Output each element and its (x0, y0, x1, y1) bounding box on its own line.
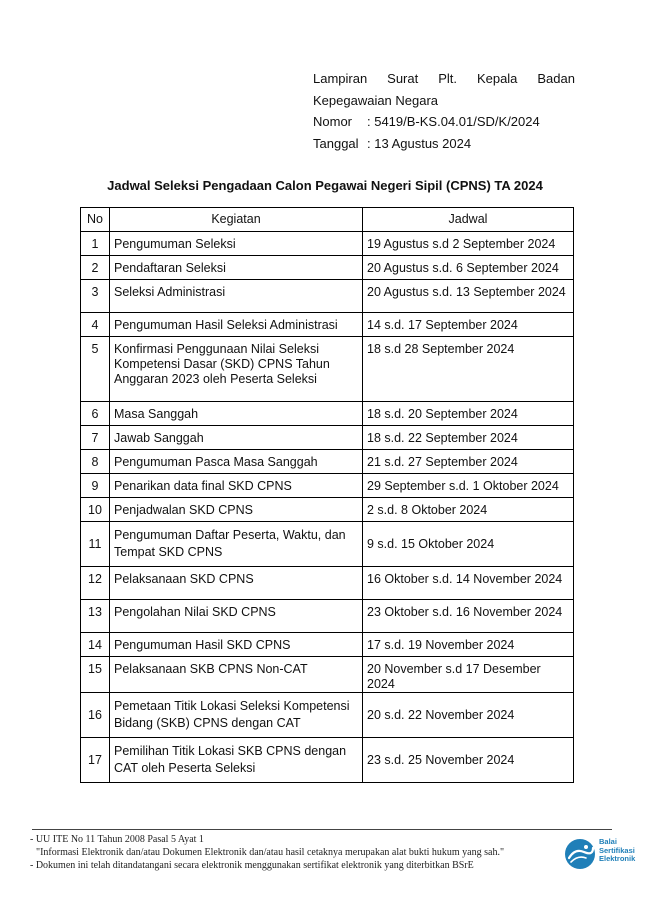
footer-line: - UU ITE No 11 Tahun 2008 Pasal 5 Ayat 1 (30, 834, 204, 845)
logo-line: Elektronik (599, 854, 636, 863)
document-title: Jadwal Seleksi Pengadaan Calon Pegawai Negeri Sipil (CPNS) TA 2024 (107, 178, 543, 193)
table-row (81, 450, 574, 474)
footer-line: "Informasi Elektronik dan/atau Dokumen Elektronik dan/atau hasil cetaknya merupakan alat bukti hukum yang sah." (36, 847, 505, 858)
nomor-label: Nomor (313, 114, 353, 129)
table-row (81, 738, 574, 783)
letter-header (313, 68, 575, 154)
cell-no: 12 (81, 567, 110, 600)
cell-jadwal: 20 s.d. 22 November 2024 (363, 693, 574, 738)
header-line-nomor (313, 111, 575, 133)
cell-no: 9 (81, 474, 110, 498)
header-kegiatan: Kegiatan (110, 208, 363, 232)
cell-kegiatan: Pengumuman Hasil SKD CPNS (110, 633, 363, 657)
cell-jadwal: 21 s.d. 27 September 2024 (363, 450, 574, 474)
header-word: Plt. (438, 71, 457, 86)
tanggal-value: : 13 Agustus 2024 (367, 135, 472, 151)
table-row (81, 280, 574, 313)
cell-kegiatan: Pengumuman Daftar Peserta, Waktu, dan Tempat SKD CPNS (110, 522, 363, 567)
cell-jadwal: 20 November s.d 17 Desember 2024 (363, 657, 574, 693)
logo-line: Balai (599, 837, 617, 846)
cell-kegiatan: Seleksi Administrasi (110, 280, 363, 313)
cell-kegiatan: Pelaksanaan SKB CPNS Non-CAT (110, 657, 363, 693)
table-row (81, 567, 574, 600)
cell-no: 7 (81, 426, 110, 450)
cell-jadwal: 18 s.d 28 September 2024 (363, 337, 574, 402)
cell-kegiatan: Jawab Sanggah (110, 426, 363, 450)
cell-kegiatan: Pengumuman Hasil Seleksi Administrasi (110, 313, 363, 337)
cell-jadwal: 23 Oktober s.d. 16 November 2024 (363, 600, 574, 633)
cell-jadwal: 17 s.d. 19 November 2024 (363, 633, 574, 657)
table-row (81, 633, 574, 657)
cell-kegiatan: Pengolahan Nilai SKD CPNS (110, 600, 363, 633)
footer-divider (32, 829, 612, 830)
cell-kegiatan: Pendaftaran Seleksi (110, 256, 363, 280)
table-row (81, 522, 574, 567)
cell-no: 6 (81, 402, 110, 426)
cell-no: 14 (81, 633, 110, 657)
cell-jadwal: 2 s.d. 8 Oktober 2024 (363, 498, 574, 522)
header-line-lampiran (313, 68, 575, 90)
header-word: Kepala (476, 71, 518, 86)
cell-kegiatan: Konfirmasi Penggunaan Nilai Seleksi Kompetensi Dasar (SKD) CPNS Tahun Anggaran 2023 oleh Peserta Seleksi (110, 337, 363, 402)
cell-no: 15 (81, 657, 110, 693)
cell-no: 16 (81, 693, 110, 738)
cell-kegiatan: Pengumuman Seleksi (110, 232, 363, 256)
cell-jadwal: 9 s.d. 15 Oktober 2024 (363, 522, 574, 567)
cell-no: 2 (81, 256, 110, 280)
cell-no: 11 (81, 522, 110, 567)
cell-kegiatan: Pengumuman Pasca Masa Sanggah (110, 450, 363, 474)
footer-legal-notice (30, 833, 550, 872)
cell-jadwal: 20 Agustus s.d. 13 September 2024 (363, 280, 574, 313)
cell-no: 1 (81, 232, 110, 256)
cell-jadwal: 19 Agustus s.d 2 September 2024 (363, 232, 574, 256)
cell-no: 3 (81, 280, 110, 313)
header-line-tanggal (313, 133, 575, 155)
schedule-table (80, 207, 574, 783)
cell-jadwal: 20 Agustus s.d. 6 September 2024 (363, 256, 574, 280)
logo-line: Sertifikasi (599, 845, 635, 855)
table-row (81, 337, 574, 402)
header-jadwal: Jadwal (363, 208, 574, 232)
cell-jadwal: 18 s.d. 20 September 2024 (363, 402, 574, 426)
header-word: Surat (387, 71, 419, 86)
cell-jadwal: 14 s.d. 17 September 2024 (363, 313, 574, 337)
cell-jadwal: 18 s.d. 22 September 2024 (363, 426, 574, 450)
cell-no: 10 (81, 498, 110, 522)
table-row (81, 232, 574, 256)
table-row (81, 256, 574, 280)
cell-kegiatan: Pemilihan Titik Lokasi SKB CPNS dengan CAT oleh Peserta Seleksi (110, 738, 363, 783)
table-row (81, 657, 574, 693)
cell-no: 13 (81, 600, 110, 633)
bsre-logo-text (599, 838, 635, 864)
cell-jadwal: 29 September s.d. 1 Oktober 2024 (363, 474, 574, 498)
header-word: Lampiran (313, 71, 368, 86)
cell-kegiatan: Penarikan data final SKD CPNS (110, 474, 363, 498)
cell-kegiatan: Penjadwalan SKD CPNS (110, 498, 363, 522)
cell-jadwal: 16 Oktober s.d. 14 November 2024 (363, 567, 574, 600)
table-row (81, 402, 574, 426)
cell-no: 5 (81, 337, 110, 402)
nomor-value: : 5419/B-KS.04.01/SD/K/2024 (367, 114, 540, 129)
header-word: Badan (537, 71, 575, 86)
cell-kegiatan: Masa Sanggah (110, 402, 363, 426)
table-row (81, 474, 574, 498)
table-row (81, 693, 574, 738)
cell-no: 4 (81, 313, 110, 337)
cell-no: 8 (81, 450, 110, 474)
table-row (81, 426, 574, 450)
table-row (81, 313, 574, 337)
tanggal-label: Tanggal (313, 135, 359, 151)
cell-no: 17 (81, 738, 110, 783)
header-no: No (81, 208, 110, 232)
cell-kegiatan: Pelaksanaan SKD CPNS (110, 567, 363, 600)
footer-line: - Dokumen ini telah ditandatangani secara elektronik menggunakan sertifikat elektronik yang diterbitkan BSrE (30, 860, 474, 871)
table-row (81, 600, 574, 633)
table-row (81, 498, 574, 522)
cell-jadwal: 23 s.d. 25 November 2024 (363, 738, 574, 783)
table-header-row (81, 208, 574, 232)
cell-kegiatan: Pemetaan Titik Lokasi Seleksi Kompetensi Bidang (SKB) CPNS dengan CAT (110, 693, 363, 738)
header-line-agency: Kepegawaian Negara (313, 92, 439, 108)
